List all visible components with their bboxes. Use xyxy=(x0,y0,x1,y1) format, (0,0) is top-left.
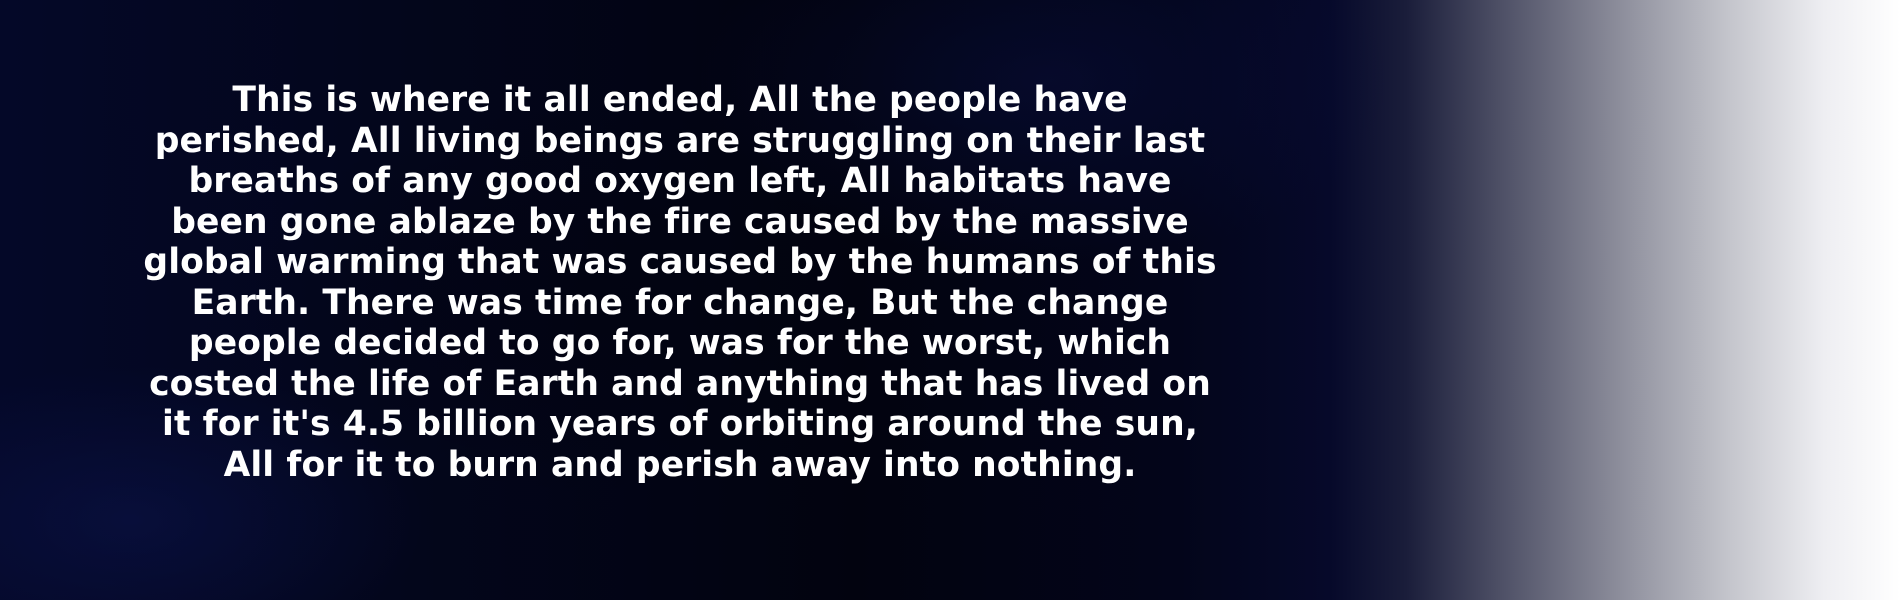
story-line: costed the life of Earth and anything that has lived on xyxy=(149,363,1211,404)
story-line: it for it's 4.5 billion years of orbiting around the sun, xyxy=(162,404,1198,444)
story-text-block xyxy=(130,80,1230,485)
story-line: Earth. There was time for change, But the change xyxy=(191,282,1169,323)
story-line: This is where it all ended, All the people have xyxy=(232,80,1128,120)
story-line: been gone ablaze by the fire caused by the massive xyxy=(171,201,1189,242)
story-line: breaths of any good oxygen left, All habitats have xyxy=(188,161,1172,201)
story-line: All for it to burn and perish away into nothing. xyxy=(223,444,1137,485)
story-line: perished, All living beings are struggling on their last xyxy=(154,120,1206,161)
story-line: people decided to go for, was for the worst, which xyxy=(188,323,1172,363)
story-line: global warming that was caused by the humans of this xyxy=(143,242,1217,282)
